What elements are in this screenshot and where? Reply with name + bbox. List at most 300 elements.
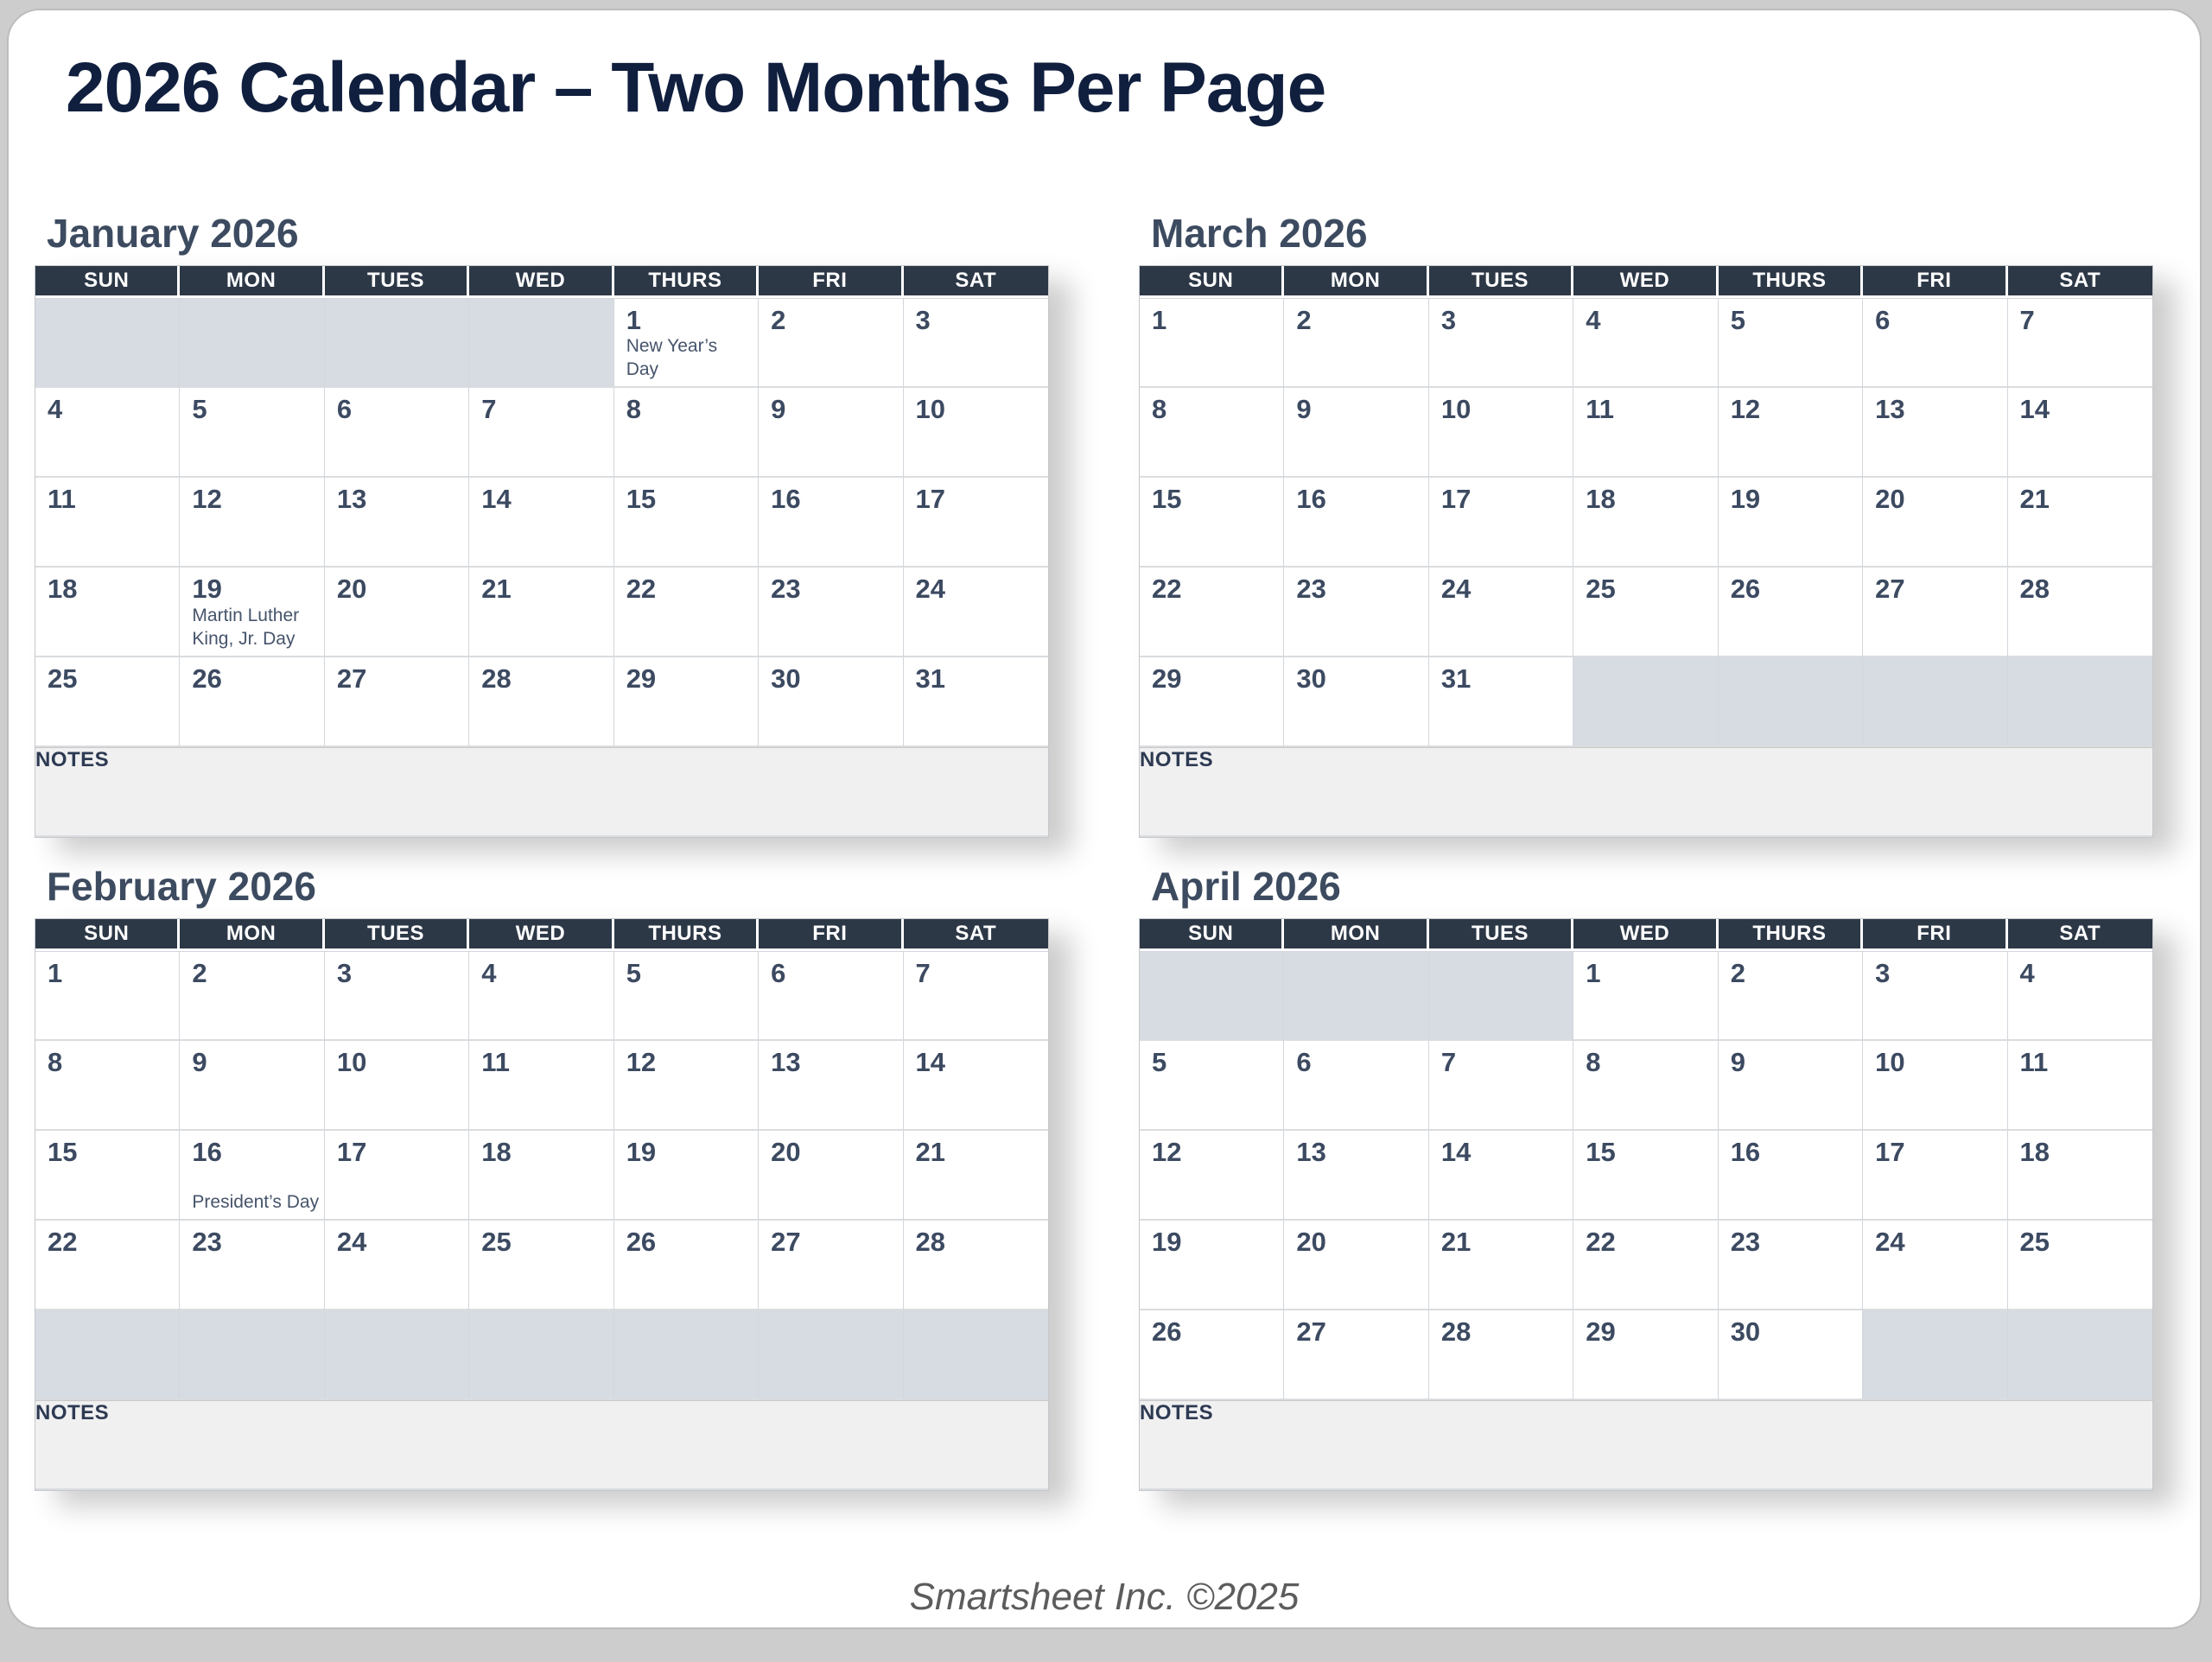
weekday-header: WED [1573, 266, 1718, 298]
notes-row [35, 747, 1048, 837]
day-cell [1863, 1041, 2007, 1131]
date-number: 27 [1296, 1316, 1326, 1347]
date-number: 24 [1440, 573, 1471, 604]
notes-cell [1140, 1400, 2152, 1490]
day-cell [180, 1221, 324, 1310]
day-cell [2008, 1221, 2152, 1310]
date-number: 9 [1730, 1046, 1745, 1077]
blank-cell [1284, 951, 1428, 1041]
blank-cell [759, 1310, 903, 1400]
date-number: 19 [1730, 483, 1761, 514]
weekday-header: THURS [1719, 266, 1863, 298]
day-cell [759, 298, 903, 388]
month-april [1139, 864, 2153, 1491]
day-cell [614, 298, 759, 388]
week-row [1140, 568, 2152, 657]
day-cell [1140, 1310, 1284, 1400]
weekday-header-row-group [1140, 919, 2152, 951]
notes-row [1140, 747, 2152, 837]
date-number: 23 [1730, 1226, 1761, 1257]
day-cell [1719, 1221, 1863, 1310]
date-number: 11 [2019, 1046, 2049, 1077]
month-body [35, 298, 1048, 837]
day-cell [180, 478, 324, 568]
week-row [35, 1041, 1048, 1131]
date-number: 19 [192, 573, 222, 604]
date-number: 18 [48, 573, 78, 604]
day-cell [1140, 1221, 1284, 1310]
weekday-header: SAT [2008, 919, 2152, 951]
week-row [35, 1131, 1048, 1221]
weekday-header: WED [1573, 919, 1718, 951]
date-number: 9 [771, 393, 786, 424]
day-cell [1863, 478, 2007, 568]
date-number: 2 [192, 957, 207, 988]
blank-cell [2008, 1310, 2152, 1400]
notes-cell [35, 747, 1048, 837]
date-number: 17 [1875, 1136, 1905, 1167]
day-cell [180, 657, 324, 747]
week-row [1140, 1221, 2152, 1310]
weekday-header: MON [1284, 266, 1428, 298]
day-cell [1140, 1131, 1284, 1221]
day-cell [1140, 568, 1284, 657]
blank-cell [1429, 951, 1573, 1041]
notes-cell [35, 1400, 1048, 1490]
blank-cell [180, 1310, 324, 1400]
date-number: 4 [48, 393, 63, 424]
weekday-header: SAT [2008, 266, 2152, 298]
weekday-header-row-group [35, 266, 1048, 298]
date-number: 12 [1152, 1136, 1182, 1167]
date-number: 17 [336, 1136, 367, 1167]
day-cell [1284, 1310, 1428, 1400]
day-cell [1284, 478, 1428, 568]
date-number: 5 [1152, 1046, 1167, 1077]
day-cell [614, 657, 759, 747]
weekday-header: THURS [1719, 919, 1863, 951]
day-cell [904, 568, 1048, 657]
day-cell [325, 951, 469, 1041]
date-number: 14 [2019, 393, 2050, 424]
day-cell [325, 478, 469, 568]
day-cell [2008, 388, 2152, 478]
date-number: 28 [915, 1226, 946, 1257]
notes-cell [1140, 747, 2152, 837]
date-number: 11 [48, 483, 76, 514]
day-cell [469, 657, 613, 747]
date-number: 25 [1586, 573, 1616, 604]
day-cell [469, 1131, 613, 1221]
date-number: 1 [1152, 304, 1167, 335]
month-february [35, 864, 1049, 1491]
day-cell [180, 1131, 324, 1221]
day-cell [1863, 388, 2007, 478]
date-number: 29 [1152, 663, 1182, 694]
weekday-header: TUES [325, 266, 469, 298]
day-cell [1573, 951, 1718, 1041]
weekday-header-row [35, 266, 1048, 298]
date-number: 7 [481, 393, 497, 424]
day-cell [35, 951, 180, 1041]
month-table [1139, 918, 2153, 1491]
month-table [1139, 265, 2153, 838]
date-number: 31 [915, 663, 946, 694]
day-cell [1863, 568, 2007, 657]
day-cell [35, 657, 180, 747]
date-number: 24 [915, 573, 946, 604]
day-cell [614, 478, 759, 568]
day-cell [904, 478, 1048, 568]
notes-row [1140, 1400, 2152, 1490]
weekday-header: THURS [614, 919, 759, 951]
date-number: 4 [2019, 957, 2035, 988]
week-row [1140, 1041, 2152, 1131]
weekday-header-row-group [1140, 266, 2152, 298]
date-number: 4 [481, 957, 497, 988]
day-cell [325, 388, 469, 478]
month-body [1140, 951, 2152, 1490]
holiday-label: Martin Luther King, Jr. Day [192, 605, 300, 649]
date-number: 24 [336, 1226, 367, 1257]
date-number: 3 [915, 304, 931, 335]
blank-cell [35, 298, 180, 388]
day-cell [759, 388, 903, 478]
weekday-header-row [1140, 919, 2152, 951]
date-number: 9 [192, 1046, 207, 1077]
week-row [35, 1221, 1048, 1310]
date-number: 25 [2019, 1226, 2050, 1257]
date-number: 20 [771, 1136, 801, 1167]
date-number: 11 [1586, 393, 1615, 424]
date-number: 16 [192, 1136, 222, 1167]
date-number: 23 [1296, 573, 1326, 604]
day-cell [904, 657, 1048, 747]
day-cell [180, 568, 324, 657]
day-cell [1429, 1041, 1573, 1131]
day-cell [1719, 1310, 1863, 1400]
day-cell [1573, 298, 1718, 388]
weekday-header-row-group [35, 919, 1048, 951]
date-number: 6 [1296, 1046, 1312, 1077]
week-row [35, 298, 1048, 388]
date-number: 18 [2019, 1136, 2050, 1167]
week-row [1140, 388, 2152, 478]
date-number: 8 [626, 393, 641, 424]
month-january [35, 211, 1049, 838]
weekday-header: SUN [35, 919, 180, 951]
weekday-header: TUES [1429, 919, 1573, 951]
day-cell [325, 657, 469, 747]
date-number: 5 [626, 957, 641, 988]
date-number: 20 [1296, 1226, 1326, 1257]
day-cell [469, 1041, 613, 1131]
date-number: 14 [915, 1046, 946, 1077]
date-number: 22 [1152, 573, 1182, 604]
day-cell [759, 1221, 903, 1310]
day-cell [614, 1131, 759, 1221]
date-number: 13 [1875, 393, 1905, 424]
day-cell [35, 478, 180, 568]
date-number: 26 [1152, 1316, 1182, 1347]
date-number: 8 [1152, 393, 1167, 424]
blank-cell [1863, 657, 2007, 747]
date-number: 26 [192, 663, 222, 694]
week-row [35, 657, 1048, 747]
date-number: 13 [771, 1046, 801, 1077]
date-number: 20 [1875, 483, 1905, 514]
day-cell [1140, 478, 1284, 568]
day-cell [1429, 1310, 1573, 1400]
day-cell [469, 568, 613, 657]
weekday-header: WED [469, 266, 613, 298]
day-cell [1573, 1310, 1718, 1400]
date-number: 1 [626, 304, 641, 335]
date-number: 2 [1730, 957, 1745, 988]
week-row [35, 568, 1048, 657]
holiday-label: President’s Day [192, 1191, 320, 1212]
date-number: 5 [1730, 304, 1745, 335]
date-number: 1 [48, 957, 63, 988]
week-row [35, 478, 1048, 568]
date-number: 29 [1586, 1316, 1616, 1347]
day-cell [35, 1041, 180, 1131]
day-cell [1573, 1041, 1718, 1131]
date-number: 8 [1586, 1046, 1601, 1077]
blank-cell [325, 298, 469, 388]
date-number: 26 [1730, 573, 1761, 604]
right-column [1139, 211, 2153, 1491]
date-number: 15 [1152, 483, 1182, 514]
holiday-label: New Year’s Day [626, 335, 718, 379]
week-row [35, 951, 1048, 1041]
date-number: 6 [1875, 304, 1891, 335]
weekday-header-row [35, 919, 1048, 951]
blank-cell [1719, 657, 1863, 747]
day-cell [2008, 951, 2152, 1041]
blank-cell [2008, 657, 2152, 747]
day-cell [1719, 951, 1863, 1041]
blank-cell [35, 1310, 180, 1400]
day-cell [2008, 478, 2152, 568]
date-number: 10 [336, 1046, 367, 1077]
date-number: 21 [1440, 1226, 1471, 1257]
notes-label: NOTES [35, 747, 110, 771]
date-number: 2 [771, 304, 786, 335]
date-number: 27 [771, 1226, 801, 1257]
day-cell [2008, 298, 2152, 388]
date-number: 30 [771, 663, 801, 694]
weekday-header: MON [180, 266, 324, 298]
day-cell [1863, 298, 2007, 388]
date-number: 1 [1586, 957, 1601, 988]
date-number: 10 [1875, 1046, 1905, 1077]
month-body [35, 951, 1048, 1490]
date-number: 7 [1440, 1046, 1457, 1077]
date-number: 31 [1440, 663, 1471, 694]
months-grid [9, 211, 2200, 1491]
date-number: 11 [481, 1046, 511, 1077]
month-title: February 2026 [47, 863, 316, 909]
blank-cell [1863, 1310, 2007, 1400]
notes-label: NOTES [1140, 1400, 1214, 1424]
week-row [1140, 657, 2152, 747]
day-cell [1140, 1041, 1284, 1131]
day-cell [1284, 298, 1428, 388]
date-number: 7 [2019, 304, 2035, 335]
day-cell [1140, 388, 1284, 478]
day-cell [180, 388, 324, 478]
day-cell [2008, 568, 2152, 657]
blank-cell [180, 298, 324, 388]
day-cell [759, 951, 903, 1041]
day-cell [904, 298, 1048, 388]
day-cell [325, 1221, 469, 1310]
date-number: 6 [771, 957, 786, 988]
date-number: 21 [2019, 483, 2050, 514]
day-cell [325, 1041, 469, 1131]
day-cell [469, 1221, 613, 1310]
weekday-header: FRI [1863, 919, 2007, 951]
day-cell [1429, 657, 1573, 747]
day-cell [1284, 1041, 1428, 1131]
day-cell [1719, 1041, 1863, 1131]
day-cell [1284, 1221, 1428, 1310]
day-cell [180, 951, 324, 1041]
date-number: 10 [915, 393, 946, 424]
day-cell [35, 388, 180, 478]
day-cell [1429, 478, 1573, 568]
day-cell [1429, 388, 1573, 478]
day-cell [1719, 478, 1863, 568]
weekday-header: THURS [614, 266, 759, 298]
date-number: 10 [1440, 393, 1471, 424]
weekday-header-row [1140, 266, 2152, 298]
date-number: 30 [1296, 663, 1326, 694]
date-number: 14 [1440, 1136, 1471, 1167]
day-cell [904, 951, 1048, 1041]
date-number: 18 [1586, 483, 1616, 514]
date-number: 3 [1875, 957, 1891, 988]
date-number: 15 [48, 1136, 78, 1167]
week-row [35, 1310, 1048, 1400]
weekday-header: SUN [1140, 919, 1284, 951]
day-cell [1863, 1131, 2007, 1221]
day-cell [614, 951, 759, 1041]
month-march [1139, 211, 2153, 838]
date-number: 21 [915, 1136, 946, 1167]
weekday-header: FRI [1863, 266, 2007, 298]
day-cell [35, 568, 180, 657]
date-number: 25 [481, 1226, 512, 1257]
day-cell [1429, 1131, 1573, 1221]
month-title: April 2026 [1151, 863, 1341, 909]
week-row [1140, 478, 2152, 568]
day-cell [2008, 1131, 2152, 1221]
notes-label: NOTES [1140, 747, 1214, 771]
notes-row [35, 1400, 1048, 1490]
month-title: March 2026 [1151, 210, 1368, 256]
day-cell [1429, 568, 1573, 657]
weekday-header: TUES [1429, 266, 1573, 298]
weekday-header: WED [469, 919, 613, 951]
notes-label: NOTES [35, 1400, 110, 1424]
day-cell [1573, 478, 1718, 568]
date-number: 30 [1730, 1316, 1761, 1347]
day-cell [759, 657, 903, 747]
day-cell [35, 1221, 180, 1310]
date-number: 3 [336, 957, 353, 988]
day-cell [1429, 1221, 1573, 1310]
date-number: 13 [336, 483, 367, 514]
date-number: 19 [626, 1136, 657, 1167]
date-number: 22 [626, 573, 657, 604]
month-title: January 2026 [47, 210, 299, 256]
weekday-header: SUN [1140, 266, 1284, 298]
weekday-header: SAT [904, 266, 1048, 298]
day-cell [904, 1131, 1048, 1221]
week-row [1140, 1131, 2152, 1221]
date-number: 28 [1440, 1316, 1471, 1347]
page-title: 2026 Calendar – Two Months Per Page [66, 48, 1326, 127]
date-number: 27 [1875, 573, 1905, 604]
day-cell [469, 478, 613, 568]
calendar-page [7, 9, 2202, 1629]
day-cell [1719, 568, 1863, 657]
day-cell [759, 478, 903, 568]
footer-credit: Smartsheet Inc. ©2025 [909, 1576, 1300, 1618]
month-table [35, 265, 1049, 838]
date-number: 13 [1296, 1136, 1326, 1167]
day-cell [325, 1131, 469, 1221]
day-cell [1284, 1131, 1428, 1221]
day-cell [469, 388, 613, 478]
day-cell [1573, 388, 1718, 478]
day-cell [1140, 657, 1284, 747]
week-row [1140, 951, 2152, 1041]
weekday-header: SUN [35, 266, 180, 298]
day-cell [1284, 657, 1428, 747]
day-cell [1863, 951, 2007, 1041]
blank-cell [469, 298, 613, 388]
day-cell [325, 568, 469, 657]
day-cell [35, 1131, 180, 1221]
date-number: 5 [192, 393, 207, 424]
week-row [35, 388, 1048, 478]
date-number: 17 [915, 483, 946, 514]
date-number: 15 [1586, 1136, 1616, 1167]
date-number: 16 [1296, 483, 1326, 514]
day-cell [1863, 1221, 2007, 1310]
day-cell [1284, 388, 1428, 478]
date-number: 15 [626, 483, 657, 514]
blank-cell [325, 1310, 469, 1400]
day-cell [1573, 1131, 1718, 1221]
date-number: 21 [481, 573, 512, 604]
day-cell [1719, 298, 1863, 388]
date-number: 26 [626, 1226, 657, 1257]
weekday-header: FRI [759, 919, 903, 951]
date-number: 16 [771, 483, 801, 514]
day-cell [1573, 1221, 1718, 1310]
day-cell [180, 1041, 324, 1131]
day-cell [904, 1221, 1048, 1310]
day-cell [759, 568, 903, 657]
day-cell [614, 1041, 759, 1131]
date-number: 12 [1730, 393, 1761, 424]
month-table [35, 918, 1049, 1491]
date-number: 12 [626, 1046, 657, 1077]
